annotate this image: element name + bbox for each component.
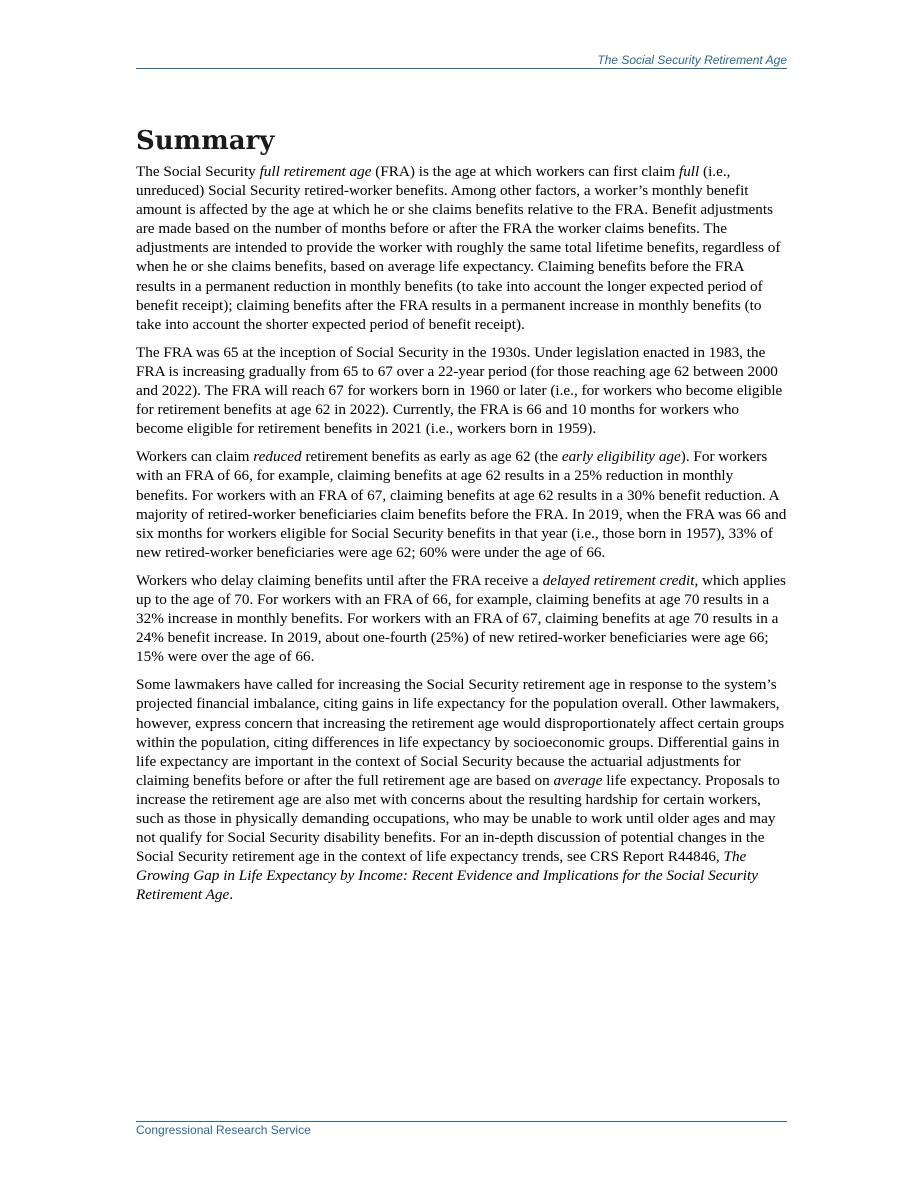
- italic-term: reduced: [253, 448, 302, 466]
- italic-term: The Growing Gap in Life Expectancy by Income: Recent Evidence and Implications for the Social Security Retirement Age: [136, 848, 758, 904]
- summary-paragraph-2: The FRA was 65 at the inception of Social Security in the 1930s. Under legislation enacted in 1983, the FRA is increasing gradually from 65 to 67 over a 22-year period (for those reaching age 62 between 2000 and 2022). The FRA will reach 67 for workers born in 1960 or later (i.e., for workers who become eligible for retirement benefits at age 62 in 2022). Currently, the FRA is 66 and 10 months for workers who become eligible for retirement benefits in 2021 (i.e., workers born in 1959).: [136, 343, 783, 438]
- running-header-title: The Social Security Retirement Age: [597, 53, 787, 67]
- summary-paragraph-5: Some lawmakers have called for increasing the Social Security retirement age in response to the system’s projected financial imbalance, citing gains in life expectancy for the population overall. Other lawmakers, however, express concern that increasing the retirement age would disproportionately affect certain groups within the population, citing differences in life expectancy by socioeconomic groups. Differential gains in life expectancy are important in the context of Social Security because the actuarial adjustments for claiming benefits before or after the full retirement age are based on average life expectancy. Proposals to increase the retirement age are also met with concerns about the resulting hardship for certain workers, such as those in physically demanding occupations, who may be unable to work until older ages and may not qualify for Social Security disability benefits. For an in-depth discussion of potential changes in the Social Security retirement age in the context of life expectancy trends, see CRS Report R44846, The Growing Gap in Life Expectancy by Income: Recent Evidence and Implications for the Social Security Retirement Age.: [136, 676, 785, 904]
- summary-paragraph-3: Workers can claim reduced retirement benefits as early as age 62 (the early eligibility age). For workers with an FRA of 66, for example, claiming benefits at age 62 results in a 25% reduction in monthly benefits. For workers with an FRA of 67, claiming benefits at age 62 results in a 30% benefit reduction. A majority of retired-worker beneficiaries claim benefits before the FRA. In 2019, when the FRA was 66 and six months for workers eligible for Social Security benefits in that year (i.e., those born in 1957), 33% of new retired-worker beneficiaries were age 62; 60% were under the age of 66.: [136, 448, 787, 561]
- italic-term: early eligibility age: [561, 448, 681, 466]
- footer-divider: [136, 1121, 787, 1122]
- header-divider: [136, 68, 787, 69]
- summary-paragraph-4: Workers who delay claiming benefits until after the FRA receive a delayed retirement credit, which applies up to the age of 70. For workers with an FRA of 66, for example, claiming benefits at age 70 results in a 32% increase in monthly benefits. For workers with an FRA of 67, claiming benefits at age 70 results in a 24% benefit increase. In 2019, about one-fourth (25%) of new retired-worker beneficiaries were age 66; 15% were over the age of 66.: [136, 571, 786, 666]
- footer-publisher: Congressional Research Service: [136, 1123, 311, 1137]
- italic-term: full: [678, 163, 700, 180]
- italic-term: average: [553, 771, 603, 789]
- summary-paragraph-1: The Social Security full retirement age (FRA) is the age at which workers can first claim full (i.e., unreduced) Social Security retired-worker benefits. Among other factors, a worker’s monthly benefit amount is affected by the age at which he or she claims benefits relative to the FRA. Benefit adjustments are made based on the number of months before or after the FRA the worker claims benefits. The adjustments are intended to provide the worker with roughly the same total lifetime benefits, regardless of when he or she claims benefits, based on average life expectancy. Claiming benefits before the FRA results in a permanent reduction in monthly benefits (to take into account the longer expected period of benefit receipt); claiming benefits after the FRA results in a permanent increase in monthly benefits (to take into account the shorter expected period of benefit receipt).: [136, 163, 781, 333]
- summary-section: [136, 124, 787, 913]
- italic-term: full retirement age: [259, 163, 372, 180]
- summary-heading: Summary: [136, 126, 275, 156]
- italic-term: delayed retirement credit: [542, 571, 695, 589]
